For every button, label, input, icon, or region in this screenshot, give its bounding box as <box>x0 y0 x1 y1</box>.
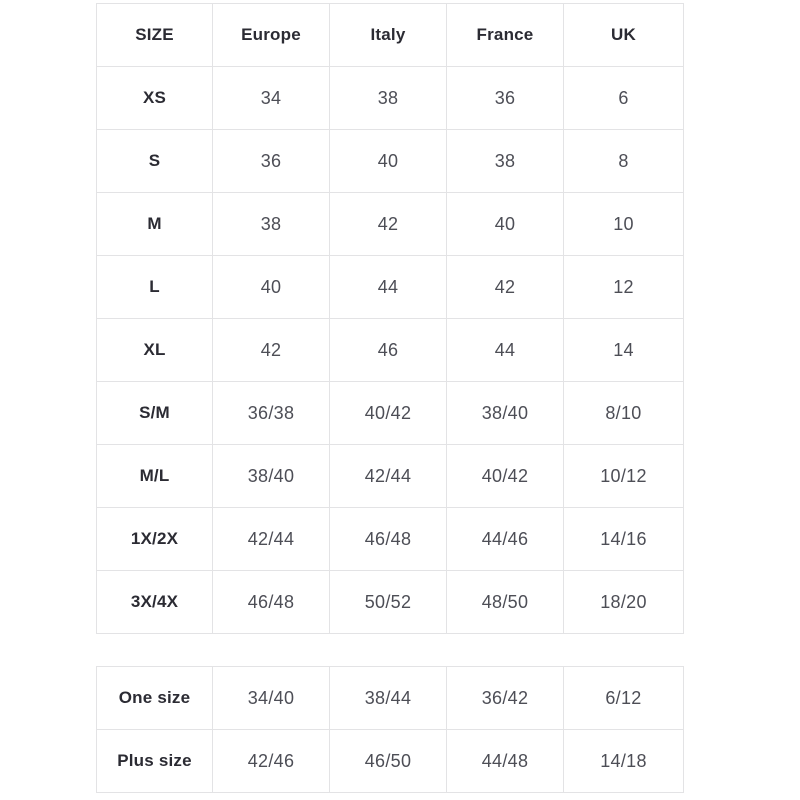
size-value-cell: 40 <box>330 130 447 193</box>
size-value-cell: 42 <box>330 193 447 256</box>
column-header-italy: Italy <box>330 4 447 67</box>
size-value-cell: 40 <box>213 256 330 319</box>
row-label: L <box>97 256 213 319</box>
size-value-cell: 46/50 <box>330 730 447 793</box>
size-value-cell: 42 <box>213 319 330 382</box>
size-value-cell: 50/52 <box>330 571 447 634</box>
size-value-cell: 8/10 <box>564 382 684 445</box>
size-value-cell: 38/44 <box>330 667 447 730</box>
size-conversion-table <box>96 3 684 634</box>
size-value-cell: 44/46 <box>447 508 564 571</box>
row-label: One size <box>97 667 213 730</box>
size-value-cell: 48/50 <box>447 571 564 634</box>
row-label: M/L <box>97 445 213 508</box>
row-label: 1X/2X <box>97 508 213 571</box>
size-value-cell: 10 <box>564 193 684 256</box>
size-value-cell: 40/42 <box>330 382 447 445</box>
table-row <box>97 256 684 319</box>
row-label: M <box>97 193 213 256</box>
table-row <box>97 382 684 445</box>
size-value-cell: 38 <box>330 67 447 130</box>
table-row <box>97 193 684 256</box>
size-value-cell: 38 <box>213 193 330 256</box>
size-value-cell: 38/40 <box>213 445 330 508</box>
size-value-cell: 44 <box>447 319 564 382</box>
size-value-cell: 12 <box>564 256 684 319</box>
size-value-cell: 46/48 <box>330 508 447 571</box>
table-row <box>97 730 684 793</box>
size-value-cell: 38 <box>447 130 564 193</box>
header-row <box>97 4 684 67</box>
size-value-cell: 36/38 <box>213 382 330 445</box>
size-value-cell: 14/18 <box>564 730 684 793</box>
special-sizes-table <box>96 666 684 793</box>
size-value-cell: 36/42 <box>447 667 564 730</box>
size-value-cell: 34/40 <box>213 667 330 730</box>
table-row <box>97 130 684 193</box>
row-label: XS <box>97 67 213 130</box>
size-value-cell: 40 <box>447 193 564 256</box>
size-value-cell: 34 <box>213 67 330 130</box>
row-label: S/M <box>97 382 213 445</box>
table-row <box>97 445 684 508</box>
size-value-cell: 38/40 <box>447 382 564 445</box>
size-value-cell: 36 <box>447 67 564 130</box>
column-header-size: SIZE <box>97 4 213 67</box>
size-value-cell: 46 <box>330 319 447 382</box>
column-header-uk: UK <box>564 4 684 67</box>
size-value-cell: 42/44 <box>213 508 330 571</box>
row-label: S <box>97 130 213 193</box>
size-value-cell: 6/12 <box>564 667 684 730</box>
table-row <box>97 319 684 382</box>
table-row <box>97 508 684 571</box>
size-value-cell: 36 <box>213 130 330 193</box>
size-value-cell: 46/48 <box>213 571 330 634</box>
size-value-cell: 6 <box>564 67 684 130</box>
size-value-cell: 44 <box>330 256 447 319</box>
size-value-cell: 14/16 <box>564 508 684 571</box>
size-value-cell: 10/12 <box>564 445 684 508</box>
row-label: XL <box>97 319 213 382</box>
row-label: 3X/4X <box>97 571 213 634</box>
size-value-cell: 42/46 <box>213 730 330 793</box>
table-row <box>97 667 684 730</box>
size-value-cell: 18/20 <box>564 571 684 634</box>
size-value-cell: 44/48 <box>447 730 564 793</box>
size-value-cell: 42/44 <box>330 445 447 508</box>
size-value-cell: 8 <box>564 130 684 193</box>
size-value-cell: 42 <box>447 256 564 319</box>
table-row <box>97 67 684 130</box>
column-header-europe: Europe <box>213 4 330 67</box>
size-value-cell: 40/42 <box>447 445 564 508</box>
row-label: Plus size <box>97 730 213 793</box>
column-header-france: France <box>447 4 564 67</box>
size-value-cell: 14 <box>564 319 684 382</box>
table-row <box>97 571 684 634</box>
